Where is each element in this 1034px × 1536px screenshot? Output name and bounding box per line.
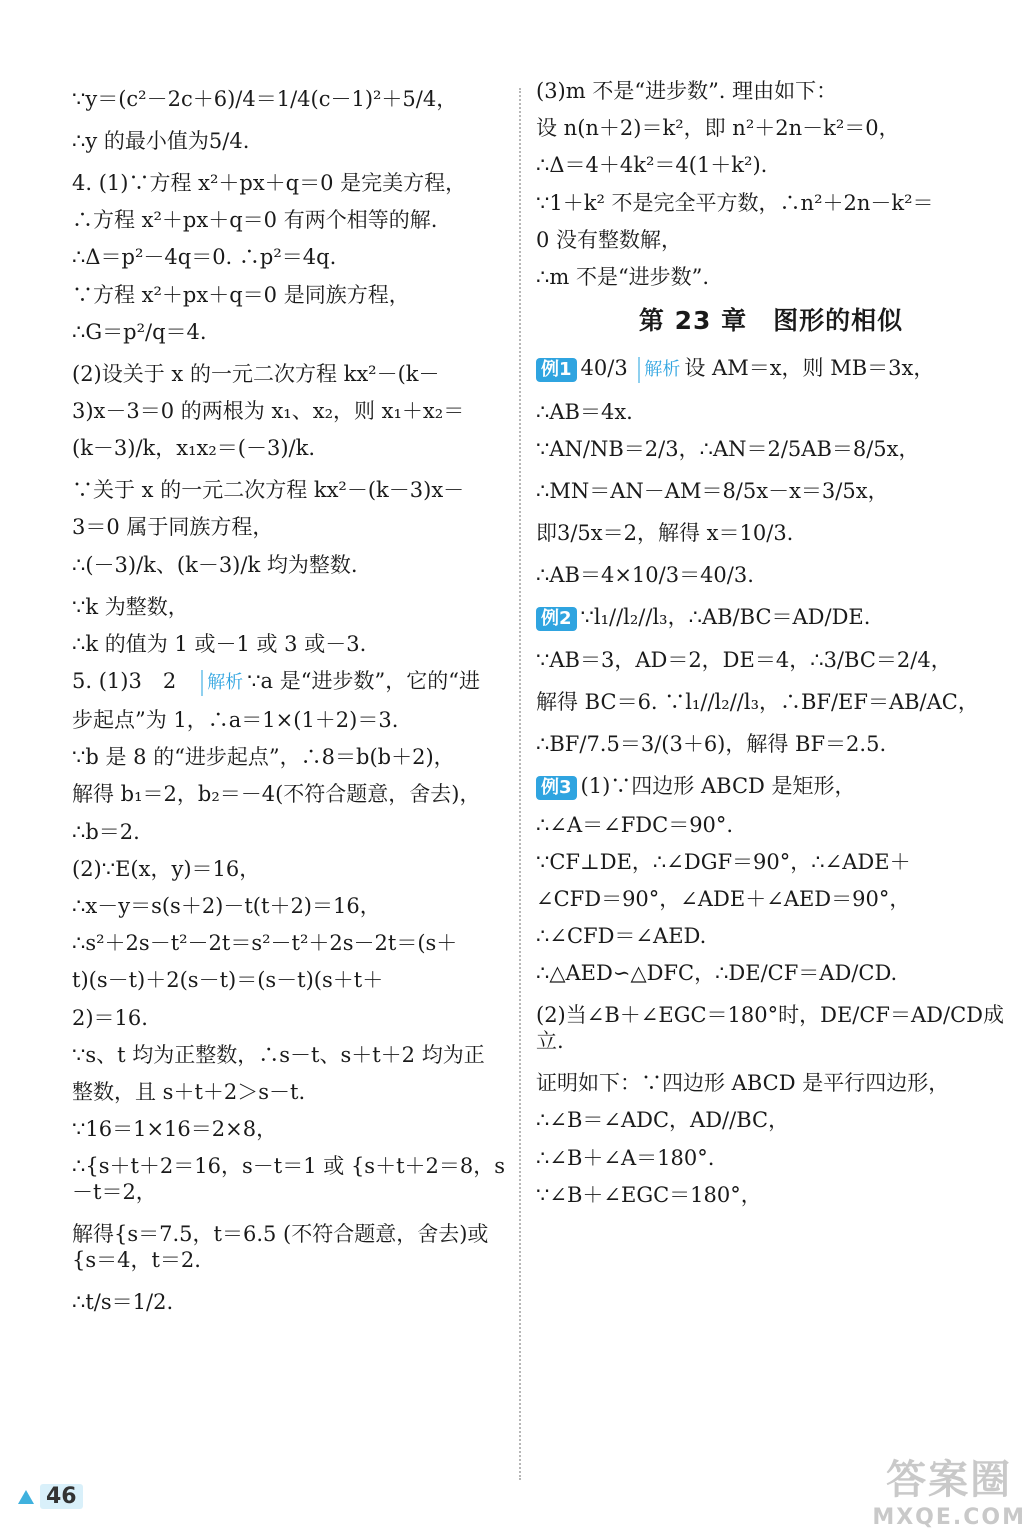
text-line — [536, 1182, 1006, 1208]
line-text: ∴b＝2. — [72, 819, 140, 844]
text-line — [72, 631, 508, 657]
right-column — [536, 78, 1006, 1219]
watermark — [872, 1448, 1026, 1530]
line-text: ∠CFD＝90°，∠ADE＋∠AED＝90°， — [536, 886, 911, 911]
line-text: ∴m 不是“进步数”. — [536, 264, 710, 289]
page-number: 46 — [40, 1484, 83, 1509]
line-text: ∴AB＝4x. — [536, 400, 633, 425]
text-line — [536, 478, 1006, 504]
text-line — [72, 361, 508, 387]
text-line — [72, 707, 508, 733]
text-line — [72, 930, 508, 956]
text-line — [72, 967, 508, 993]
text-line — [536, 731, 1006, 757]
line-text: ∵l₁//l₂//l₃，∴AB/BC＝AD/DE. — [580, 605, 871, 630]
text-line — [72, 552, 508, 578]
text-line — [72, 1221, 508, 1273]
line-text: ∴Δ＝4＋4k²＝4(1＋k²). — [536, 153, 768, 178]
line-text: ∴∠B＋∠A＝180°. — [536, 1145, 715, 1170]
text-line — [72, 435, 508, 461]
analysis-tag: 解析 — [201, 670, 243, 696]
text-line — [72, 477, 508, 503]
example-badge: 例1 — [536, 358, 577, 382]
line-text: 2)＝16. — [72, 1005, 148, 1030]
text-line — [536, 1002, 1006, 1054]
text-line — [536, 399, 1006, 425]
line-text: ∴△AED∽△DFC，∴DE/CF＝AD/CD. — [536, 961, 898, 986]
text-line — [536, 227, 1006, 253]
line-text: ∴AB＝4×10/3＝40/3. — [536, 563, 754, 588]
line-text: ∴∠B＝∠ADC，AD//BC， — [536, 1108, 790, 1133]
text-line — [536, 604, 1006, 631]
line-text-continued: ∵a 是“进步数”，它的“进 — [247, 668, 480, 693]
text-line — [72, 244, 508, 270]
line-text: 整数，且 s＋t＋2＞s－t. — [72, 1079, 306, 1104]
line-text: ∴x－y＝s(s＋2)－t(t＋2)＝16， — [72, 894, 381, 918]
line-text: ∵方程 x²＋px＋q＝0 是同族方程， — [72, 282, 410, 307]
line-text: (3)m 不是“进步数”. 理由如下： — [536, 79, 838, 103]
text-line — [536, 1145, 1006, 1171]
text-line — [536, 190, 1006, 216]
line-text: ∴BF/7.5＝3/(3＋6)，解得 BF＝2.5. — [536, 732, 887, 757]
text-line — [536, 1070, 1006, 1096]
line-text: ∵关于 x 的一元二次方程 kx²－(k－3)x－ — [72, 478, 465, 503]
text-line — [536, 773, 1006, 800]
text-line — [72, 170, 508, 196]
text-line — [536, 520, 1006, 546]
line-text: ∴(－3)/k、(k－3)/k 均为整数. — [72, 552, 358, 577]
left-column — [72, 78, 508, 1331]
line-text: ∴方程 x²＋px＋q＝0 有两个相等的解. — [72, 208, 438, 233]
line-text: 3＝0 属于同族方程， — [72, 515, 274, 540]
line-text: ∴k 的值为 1 或－1 或 3 或－3. — [72, 631, 367, 656]
text-line — [72, 1289, 508, 1315]
text-line — [536, 886, 1006, 912]
text-line — [536, 264, 1006, 290]
text-line — [72, 128, 508, 154]
line-text: 3)x－3＝0 的两根为 x₁、x₂，则 x₁＋x₂＝ — [72, 398, 465, 423]
page-footer — [18, 1484, 83, 1509]
line-text: 5. (1)3 2 — [72, 668, 198, 693]
text-line — [536, 562, 1006, 588]
text-line — [72, 514, 508, 540]
line-text: 4. (1)∵方程 x²＋px＋q＝0 是完美方程， — [72, 171, 467, 195]
text-line — [72, 1079, 508, 1105]
line-text: ∵∠B＋∠EGC＝180°， — [536, 1182, 762, 1207]
example-badge: 例2 — [536, 607, 577, 631]
text-line — [72, 207, 508, 233]
text-line — [536, 849, 1006, 875]
text-line — [536, 960, 1006, 986]
analysis-tag: 解析 — [638, 357, 680, 383]
text-line — [72, 319, 508, 345]
column-divider — [519, 88, 521, 1480]
text-line — [536, 152, 1006, 178]
line-text: (2)当∠B＋∠EGC＝180°时，DE/CF＝AD/CD成立. — [536, 1003, 1004, 1054]
text-line — [536, 115, 1006, 141]
watermark-logo-text: 答案圈 — [886, 1457, 1013, 1503]
line-text: t)(s－t)＋2(s－t)＝(s－t)(s＋t＋ — [72, 968, 384, 993]
page-marker-icon — [18, 1490, 34, 1504]
text-line — [72, 282, 508, 308]
line-text: ∴Δ＝p²－4q＝0. ∴p²＝4q. — [72, 245, 337, 270]
line-text: 设 n(n＋2)＝k²，即 n²＋2n－k²＝0， — [536, 116, 900, 141]
line-text: ∴∠CFD＝∠AED. — [536, 924, 707, 949]
text-line — [536, 923, 1006, 949]
line-text: 步起点”为 1，∴a＝1×(1＋2)＝3. — [72, 708, 399, 733]
text-line — [72, 86, 508, 112]
example-badge: 例3 — [536, 776, 577, 800]
line-text: ∴MN＝AN－AM＝8/5x－x＝3/5x， — [536, 479, 889, 504]
line-text: ∵b 是 8 的“进步起点”，∴8＝b(b＋2)， — [72, 745, 455, 770]
text-line — [72, 668, 508, 696]
line-text: ∴s²＋2s－t²－2t＝s²－t²＋2s－2t＝(s＋ — [72, 931, 458, 956]
line-text: ∵AN/NB＝2/3，∴AN＝2/5AB＝8/5x， — [536, 437, 920, 462]
text-line — [536, 647, 1006, 673]
text-line — [72, 594, 508, 620]
line-text: ∵AB＝3，AD＝2，DE＝4，∴3/BC＝2/4， — [536, 648, 952, 673]
line-text: 解得 b₁＝2，b₂＝－4(不符合题意，舍去)， — [72, 782, 481, 807]
text-line — [72, 744, 508, 770]
line-text: (k－3)/k，x₁x₂＝(－3)/k. — [72, 436, 316, 461]
text-line — [72, 781, 508, 807]
line-text: (2)∵E(x，y)＝16， — [72, 856, 261, 881]
line-text: 解得 BC＝6. ∵l₁//l₂//l₃，∴BF/EF＝AB/AC， — [536, 690, 979, 715]
watermark-url: MXQE.COM — [872, 1505, 1026, 1530]
line-text: ∴{s＋t＋2＝16，s－t＝1 或 {s＋t＋2＝8，s－t＝2， — [72, 1154, 506, 1205]
text-line — [536, 812, 1006, 838]
text-line — [536, 436, 1006, 462]
line-text: ∴G＝p²/q＝4. — [72, 319, 207, 344]
line-text: 40/3 — [580, 356, 635, 381]
line-text: (2)设关于 x 的一元二次方程 kx²－(k－ — [72, 361, 440, 386]
text-line — [72, 893, 508, 919]
line-text: ∵1＋k² 不是完全平方数，∴n²＋2n－k²＝ — [536, 190, 934, 215]
line-text: 解得{s＝7.5，t＝6.5 (不符合题意，舍去)或{s＝4，t＝2. — [72, 1222, 489, 1273]
line-text: ∵y＝(c²－2c＋6)/4＝1/4(c－1)²＋5/4， — [72, 87, 458, 111]
text-line — [72, 398, 508, 424]
line-text: (1)∵四边形 ABCD 是矩形， — [580, 774, 856, 799]
line-text: ∵16＝1×16＝2×8， — [72, 1117, 278, 1142]
text-line — [72, 1153, 508, 1205]
line-text: ∴y 的最小值为5/4. — [72, 129, 250, 153]
text-line — [536, 1107, 1006, 1133]
text-line — [72, 1116, 508, 1142]
line-text: ∵CF⊥DE，∴∠DGF＝90°，∴∠ADE＋ — [536, 849, 911, 874]
text-line — [536, 689, 1006, 715]
chapter-heading: 第 23 章 图形的相似 — [638, 306, 904, 336]
text-line — [536, 355, 1006, 383]
text-line — [536, 78, 1006, 104]
text-line — [72, 1005, 508, 1031]
line-text: ∴t/s＝1/2. — [72, 1290, 174, 1315]
text-line — [72, 856, 508, 882]
line-text-continued: 设 AM＝x，则 MB＝3x， — [684, 356, 935, 381]
line-text: ∵s、t 均为正整数，∴s－t、s＋t＋2 均为正 — [72, 1042, 485, 1067]
line-text: ∵k 为整数， — [72, 594, 189, 619]
line-text: ∴∠A＝∠FDC＝90°. — [536, 812, 734, 837]
text-line — [72, 819, 508, 845]
line-text: 即3/5x＝2，解得 x＝10/3. — [536, 521, 794, 546]
text-line — [72, 1042, 508, 1068]
line-text: 证明如下：∵四边形 ABCD 是平行四边形， — [536, 1071, 950, 1096]
line-text: 0 没有整数解， — [536, 227, 683, 252]
